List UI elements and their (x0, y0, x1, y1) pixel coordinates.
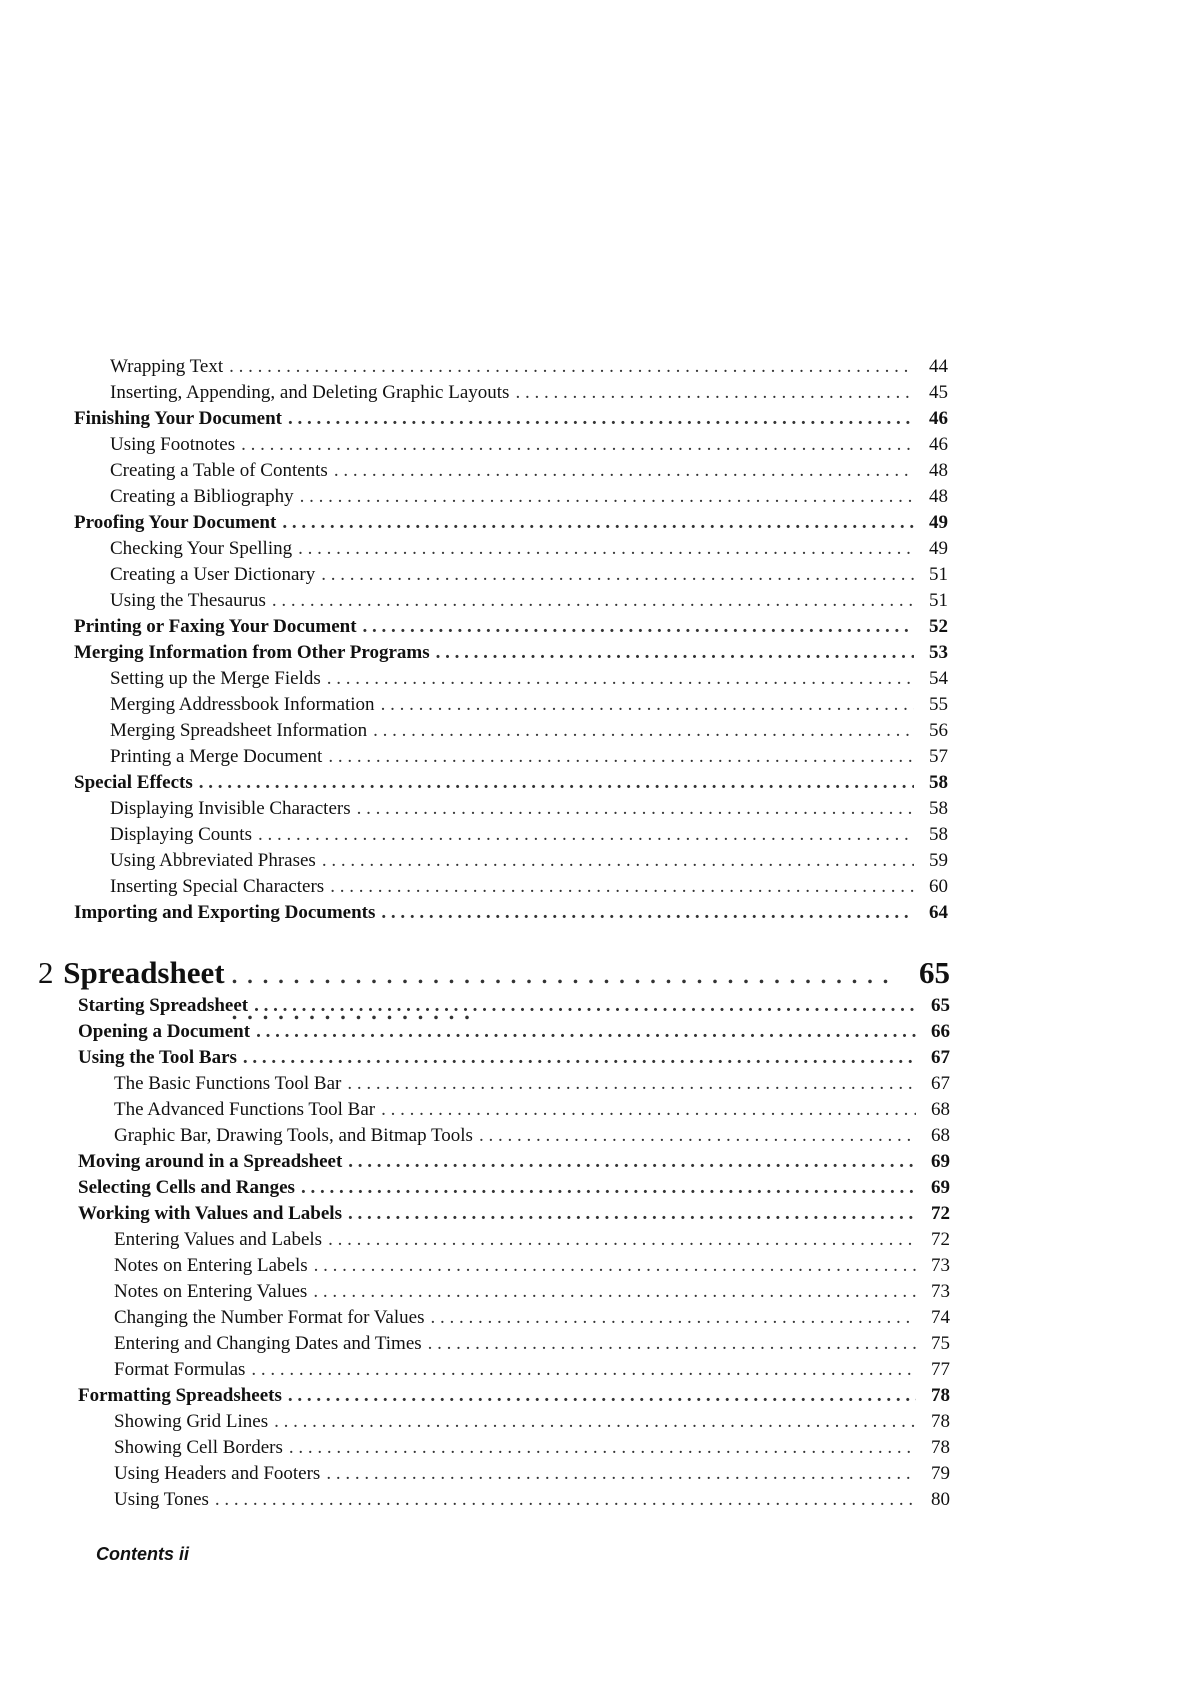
toc-entry (74, 900, 948, 926)
toc-entry-title: Selecting Cells and Ranges (78, 1177, 295, 1198)
toc-entry-page: 74 (931, 1307, 950, 1328)
toc-entry (74, 666, 948, 692)
dot-leader (256, 1019, 916, 1045)
toc-entry-page: 51 (929, 564, 948, 585)
toc-entry (74, 354, 948, 380)
dot-leader (326, 1461, 916, 1487)
toc-entry (78, 1409, 950, 1435)
toc-entry-title: Using the Thesaurus (110, 590, 266, 611)
toc-entry-page: 45 (929, 382, 948, 403)
toc-entry (78, 1253, 950, 1279)
toc-entry-page: 51 (929, 590, 948, 611)
toc-entry-page: 49 (929, 538, 948, 559)
toc-entry (74, 562, 948, 588)
toc-entry (74, 536, 948, 562)
dot-leader (428, 1331, 916, 1357)
toc-entry-title: Displaying Counts (110, 824, 252, 845)
toc-entry-page: 55 (929, 694, 948, 715)
dot-leader (348, 1201, 916, 1227)
dot-leader (199, 770, 914, 796)
toc-entry (78, 1383, 950, 1409)
dot-leader (373, 718, 914, 744)
toc-entry-page: 58 (929, 798, 948, 819)
toc-entry-page: 67 (931, 1073, 950, 1094)
dot-leader (258, 822, 914, 848)
dot-leader (327, 666, 914, 692)
toc-entry-title: Format Formulas (114, 1359, 246, 1380)
toc-entry-page: 46 (929, 408, 948, 429)
dot-leader (282, 510, 914, 536)
toc-entry-title: Merging Spreadsheet Information (110, 720, 368, 741)
toc-entry-title: Setting up the Merge Fields (110, 668, 321, 689)
toc-entry-title: Using Tones (114, 1489, 209, 1510)
toc-entry-page: 58 (929, 772, 948, 793)
toc-entry-page: 73 (931, 1255, 950, 1276)
toc-entry (78, 1175, 950, 1201)
dot-leader (515, 380, 914, 406)
dot-leader (330, 874, 914, 900)
toc-entry-page: 46 (929, 434, 948, 455)
toc-entry (78, 1227, 950, 1253)
dot-leader (243, 1045, 916, 1071)
toc-entry-page: 60 (929, 876, 948, 897)
toc-entry-page: 72 (931, 1229, 950, 1250)
toc-entry-title: Starting Spreadsheet (78, 995, 249, 1016)
toc-entry (74, 406, 948, 432)
dot-leader (321, 562, 914, 588)
toc-entry-page: 54 (929, 668, 948, 689)
dot-leader (479, 1123, 916, 1149)
chapter-heading (38, 955, 950, 995)
toc-entry-page: 75 (931, 1333, 950, 1354)
toc-entry (74, 458, 948, 484)
toc-entry (74, 432, 948, 458)
chapter-number: 2 (38, 955, 54, 990)
toc-entry (74, 588, 948, 614)
toc-entry-page: 48 (929, 486, 948, 507)
toc-entry (74, 380, 948, 406)
chapter-page: 65 (919, 955, 950, 990)
dot-leader (381, 900, 914, 926)
dot-leader (215, 1487, 916, 1513)
toc-entry-title: Importing and Exporting Documents (74, 902, 376, 923)
dot-leader (272, 588, 914, 614)
dot-leader (328, 1227, 916, 1253)
toc-entry (74, 640, 948, 666)
toc-entry-page: 73 (931, 1281, 950, 1302)
toc-entry-page: 49 (929, 512, 948, 533)
toc-entry-title: Creating a Table of Contents (110, 460, 328, 481)
toc-entry-page: 69 (931, 1151, 950, 1172)
toc-entry (78, 993, 950, 1019)
dot-leader (381, 1097, 916, 1123)
toc-entry-title: Checking Your Spelling (110, 538, 293, 559)
toc-entry-title: Using Footnotes (110, 434, 236, 455)
toc-entry-page: 59 (929, 850, 948, 871)
dot-leader (229, 354, 914, 380)
toc-entry (78, 1123, 950, 1149)
toc-entry (78, 1305, 950, 1331)
dot-leader (254, 993, 916, 1019)
toc-entry-title: Creating a User Dictionary (110, 564, 316, 585)
dot-leader (357, 796, 914, 822)
toc-entry-title: Merging Information from Other Programs (74, 642, 430, 663)
toc-entry-page: 68 (931, 1099, 950, 1120)
toc-entry (78, 1097, 950, 1123)
toc-entry-page: 72 (931, 1203, 950, 1224)
toc-entry-title: Opening a Document (78, 1021, 251, 1042)
toc-entry-title: Showing Cell Borders (114, 1437, 283, 1458)
toc-entry-page: 78 (931, 1437, 950, 1458)
dot-leader (363, 614, 914, 640)
dot-leader (328, 744, 914, 770)
toc-entry-page: 68 (931, 1125, 950, 1146)
toc-entry-title: Showing Grid Lines (114, 1411, 269, 1432)
toc-entry (78, 1357, 950, 1383)
toc-entry-page: 77 (931, 1359, 950, 1380)
toc-entry-page: 78 (931, 1385, 950, 1406)
toc-entry-page: 58 (929, 824, 948, 845)
toc-entry (74, 692, 948, 718)
toc-entry (78, 1019, 950, 1045)
toc-entry (78, 1279, 950, 1305)
toc-entry-title: Displaying Invisible Characters (110, 798, 351, 819)
toc-entry-title: Working with Values and Labels (78, 1203, 342, 1224)
toc-entry-title: Using Abbreviated Phrases (110, 850, 316, 871)
toc-entry-title: Entering Values and Labels (114, 1229, 323, 1250)
toc-entry-title: Changing the Number Format for Values (114, 1307, 425, 1328)
toc-entry-page: 78 (931, 1411, 950, 1432)
toc-entry (74, 614, 948, 640)
toc-entry (78, 1071, 950, 1097)
toc-entry-title: Merging Addressbook Information (110, 694, 375, 715)
dot-leader (334, 458, 914, 484)
dot-leader (314, 1253, 916, 1279)
toc-section-word-processor (74, 354, 948, 926)
dot-leader (251, 1357, 916, 1383)
toc-entry-title: Using the Tool Bars (78, 1047, 237, 1068)
toc-entry (78, 1149, 950, 1175)
toc-entry (74, 796, 948, 822)
toc-section-spreadsheet (78, 993, 950, 1513)
toc-entry-title: Special Effects (74, 772, 193, 793)
toc-entry-title: Printing a Merge Document (110, 746, 323, 767)
toc-entry (74, 510, 948, 536)
toc-entry (74, 770, 948, 796)
toc-entry (74, 822, 948, 848)
toc-entry-page: 56 (929, 720, 948, 741)
toc-entry-title: Proofing Your Document (74, 512, 277, 533)
dot-leader (288, 1383, 916, 1409)
toc-entry-page: 80 (931, 1489, 950, 1510)
toc-entry-page: 52 (929, 616, 948, 637)
toc-entry-title: Entering and Changing Dates and Times (114, 1333, 422, 1354)
toc-entry-page: 53 (929, 642, 948, 663)
toc-entry-title: Creating a Bibliography (110, 486, 294, 507)
toc-entry-title: The Basic Functions Tool Bar (114, 1073, 342, 1094)
page-footer: Contents ii (96, 1544, 189, 1564)
toc-entry-title: Graphic Bar, Drawing Tools, and Bitmap Tools (114, 1125, 473, 1146)
toc-entry-title: Printing or Faxing Your Document (74, 616, 357, 637)
dot-leader (313, 1279, 916, 1305)
toc-entry-page: 44 (929, 356, 948, 377)
toc-entry-title: Inserting, Appending, and Deleting Graphic Layouts (110, 382, 510, 403)
toc-entry-title: Finishing Your Document (74, 408, 282, 429)
toc-entry (74, 848, 948, 874)
toc-entry (74, 484, 948, 510)
toc-entry (74, 744, 948, 770)
toc-entry-page: 64 (929, 902, 948, 923)
toc-entry (78, 1331, 950, 1357)
dot-leader (298, 536, 914, 562)
toc-entry-page: 67 (931, 1047, 950, 1068)
dot-leader (289, 1435, 916, 1461)
dot-leader (288, 406, 914, 432)
toc-entry (78, 1201, 950, 1227)
toc-entry-page: 65 (931, 995, 950, 1016)
toc-entry-title: Notes on Entering Values (114, 1281, 308, 1302)
dot-leader (381, 692, 914, 718)
toc-entry-title: Using Headers and Footers (114, 1463, 321, 1484)
dot-leader (241, 432, 914, 458)
toc-entry-title: Notes on Entering Labels (114, 1255, 308, 1276)
toc-entry-page: 66 (931, 1021, 950, 1042)
toc-entry (78, 1487, 950, 1513)
chapter-title: Spreadsheet (63, 955, 225, 990)
dot-leader (348, 1149, 916, 1175)
dot-leader (430, 1305, 916, 1331)
toc-entry-page: 57 (929, 746, 948, 767)
toc-entry (78, 1045, 950, 1071)
toc-entry-title: Formatting Spreadsheets (78, 1385, 282, 1406)
toc-entry (78, 1461, 950, 1487)
toc-entry-title: Wrapping Text (110, 356, 224, 377)
dot-leader (300, 484, 914, 510)
dot-leader (436, 640, 914, 666)
toc-entry-title: Inserting Special Characters (110, 876, 325, 897)
toc-entry-page: 79 (931, 1463, 950, 1484)
dot-leader (301, 1175, 916, 1201)
toc-entry (78, 1435, 950, 1461)
toc-entry (74, 874, 948, 900)
toc-entry-title: The Advanced Functions Tool Bar (114, 1099, 376, 1120)
dot-leader (274, 1409, 916, 1435)
dot-leader (347, 1071, 916, 1097)
toc-entry (74, 718, 948, 744)
toc-entry-title: Moving around in a Spreadsheet (78, 1151, 343, 1172)
toc-entry-page: 48 (929, 460, 948, 481)
dot-leader (322, 848, 914, 874)
toc-entry-page: 69 (931, 1177, 950, 1198)
